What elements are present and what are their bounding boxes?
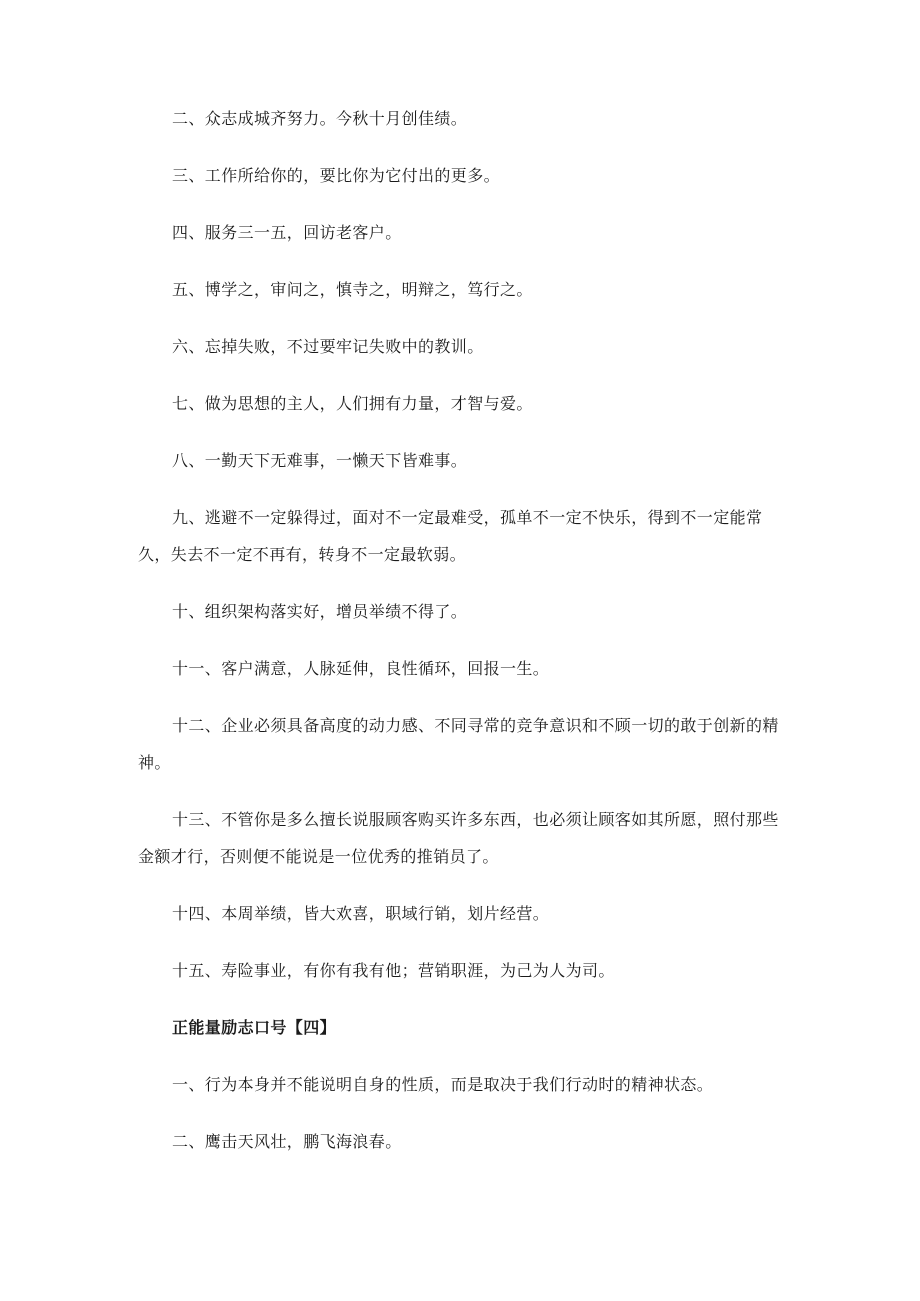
paragraph-7: 七、做为思想的主人，人们拥有力量，才智与爱。 — [172, 394, 533, 413]
paragraph-8: 八、一勤天下无难事，一懒天下皆难事。 — [172, 451, 468, 470]
paragraph-2: 二、众志成城齐努力。今秋十月创佳绩。 — [172, 109, 468, 128]
paragraph-13: 十三、不管你是多么擅长说服顾客购买许多东西，也必须让顾客如其所愿，照付那些金额才行，否则便不能说是一位优秀的推销员了。 — [138, 810, 779, 866]
section-heading: 正能量励志口号【四】 — [172, 1018, 337, 1037]
paragraph-15: 十五、寿险事业，有你有我有他；营销职涯，为己为人为司。 — [172, 961, 615, 980]
paragraph-9: 九、逃避不一定躲得过，面对不一定最难受，孤单不一定不快乐，得到不一定能常久，失去不一定不再有，转身不一定最软弱。 — [138, 508, 763, 564]
paragraph-6: 六、忘掉失败，不过要牢记失败中的教训。 — [172, 337, 484, 356]
paragraph-12: 十二、企业必须具备高度的动力感、不同寻常的竞争意识和不顾一切的敢于创新的精神。 — [138, 716, 779, 772]
paragraph-10: 十、组织架构落实好，增员举绩不得了。 — [172, 602, 468, 621]
paragraph-5: 五、博学之，审问之，慎寺之，明辩之，笃行之。 — [172, 280, 533, 299]
document-body — [138, 100, 782, 1180]
section4-paragraph-2: 二、鹰击天风壮，鹏飞海浪春。 — [172, 1132, 402, 1151]
paragraph-4: 四、服务三一五，回访老客户。 — [172, 223, 402, 242]
paragraph-14: 十四、本周举绩，皆大欢喜，职域行销，划片经营。 — [172, 904, 550, 923]
paragraph-11: 十一、客户满意，人脉延伸，良性循环，回报一生。 — [172, 659, 550, 678]
paragraph-3: 三、工作所给你的，要比你为它付出的更多。 — [172, 166, 501, 185]
section4-paragraph-1: 一、行为本身并不能说明自身的性质，而是取决于我们行动时的精神状态。 — [172, 1075, 714, 1094]
